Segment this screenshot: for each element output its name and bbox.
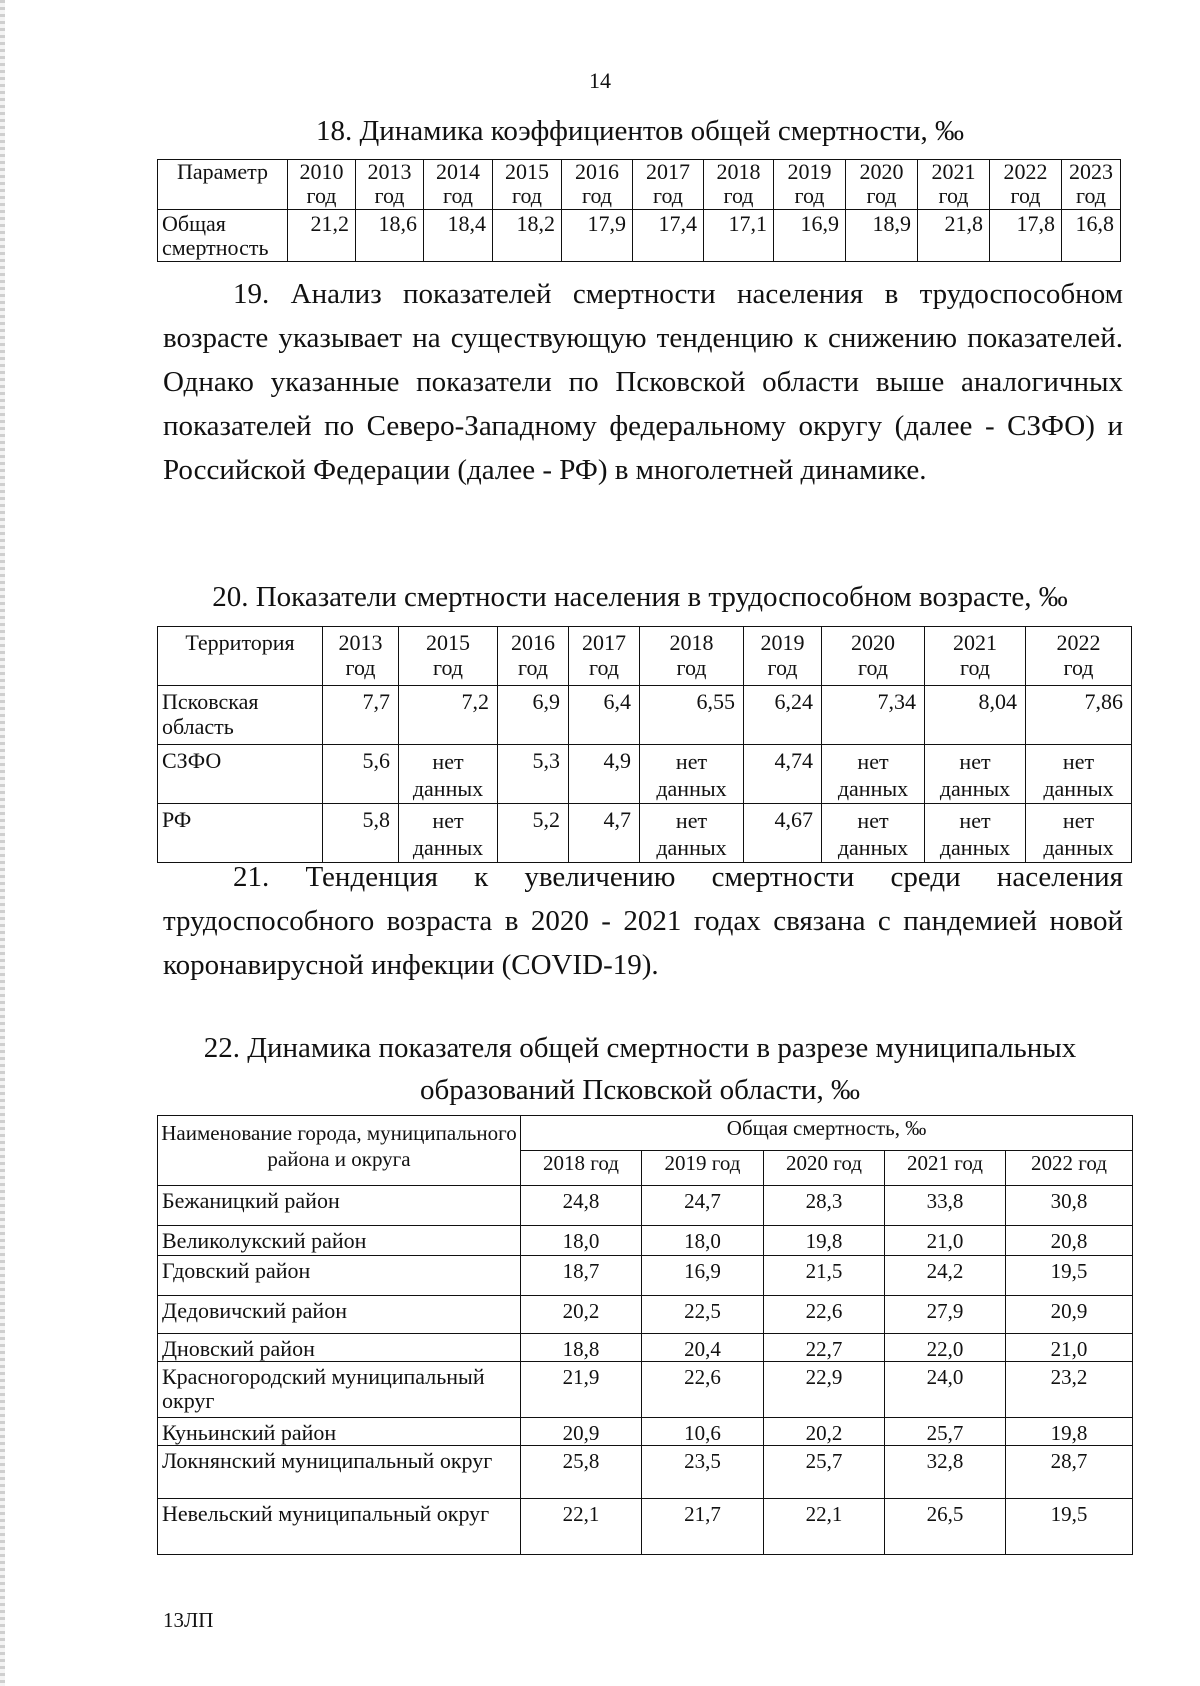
table20-cell: нет данных: [925, 804, 1026, 863]
table22-row-label: Дедовичский район: [158, 1296, 521, 1334]
table20-year-header: [399, 627, 498, 686]
table22-cell: 10,6: [642, 1418, 764, 1446]
table22-row: [158, 1499, 1133, 1555]
table22-cell: 24,8: [521, 1186, 642, 1226]
table18-year-unit: год: [723, 183, 754, 208]
table20-year: 2019: [760, 630, 805, 655]
table20-cell: 4,7: [569, 804, 640, 863]
table20-year-header: [640, 627, 744, 686]
paragraph-21: [163, 855, 1123, 987]
table22-cell: 22,1: [764, 1499, 885, 1555]
table18-header-row: [158, 160, 1121, 210]
table20-cell: нет данных: [640, 804, 744, 863]
table22-cell: 22,1: [521, 1499, 642, 1555]
table22-year-header: 2022 год: [1006, 1151, 1133, 1186]
table18-year-unit: год: [442, 183, 474, 208]
table20-cell: нет данных: [399, 745, 498, 804]
table22-year-header: 2019 год: [642, 1151, 764, 1186]
table20-cell: 8,04: [925, 686, 1026, 745]
table22-cell: 21,5: [764, 1256, 885, 1296]
table20-cell: 5,8: [323, 804, 399, 863]
table22-row-label: Гдовский район: [158, 1256, 521, 1296]
table22-row-label: Великолукский район: [158, 1226, 521, 1256]
table22-header-row-1: [158, 1116, 1133, 1151]
table18-year: 2017: [646, 159, 690, 184]
table20-cell: 4,74: [744, 745, 822, 804]
table22-cell: 22,6: [764, 1296, 885, 1334]
table22-cell: 18,0: [642, 1226, 764, 1256]
table22-cell: 20,9: [521, 1418, 642, 1446]
table22-cell: 19,8: [764, 1226, 885, 1256]
table20-cell: 7,34: [822, 686, 925, 745]
table20-cell: 6,9: [498, 686, 569, 745]
table18-caption: 18. Динамика коэффициентов общей смертности, ‰: [315, 115, 965, 147]
table22-name-header: Наименование города, муниципального района и округа: [158, 1116, 521, 1186]
table22-row: [158, 1226, 1133, 1256]
paragraph-19-text: Анализ показателей смертности населения в трудоспособном возрасте указывает на существующую тенденцию к снижению показателей. Однако указанные показатели по Псковской области выше аналогичных показателей по Северо-Западному федеральному округу (далее - СЗФО) и Российской Федерации (далее - РФ) в многолетней динамике.: [163, 278, 1123, 486]
table18-year-unit: год: [794, 183, 825, 208]
table22-cell: 28,3: [764, 1186, 885, 1226]
table18-year: 2015: [505, 159, 549, 184]
table18-cell: 17,1: [704, 210, 774, 262]
table20-year-unit: год: [345, 655, 376, 680]
table22-cell: 24,0: [885, 1362, 1006, 1418]
table20-year-header: [744, 627, 822, 686]
table22-cell: 26,5: [885, 1499, 1006, 1555]
table20-year-unit: год: [588, 655, 620, 680]
table20-row-label: Псковская область: [158, 686, 323, 745]
table18-year-header: [633, 160, 704, 210]
table22-row: [158, 1418, 1133, 1446]
table22-cell: 18,8: [521, 1334, 642, 1362]
table22-row: [158, 1186, 1133, 1226]
table22-caption-line1: 22. Динамика показателя общей смертности в разрезе муниципальных: [203, 1032, 1077, 1064]
table18-year-header: [1062, 160, 1121, 210]
table20-year-header: [822, 627, 925, 686]
table18-cell: 18,2: [493, 210, 562, 262]
table18-year-header: [424, 160, 493, 210]
table22-cell: 18,0: [521, 1226, 642, 1256]
table20-cell: нет данных: [822, 804, 925, 863]
table20-cell: нет данных: [925, 745, 1026, 804]
table20-cell: нет данных: [640, 745, 744, 804]
table18-year: 2013: [367, 159, 412, 184]
table18-year-header: [990, 160, 1062, 210]
table18-year-header: [918, 160, 990, 210]
table22-cell: 23,2: [1006, 1362, 1133, 1418]
table20-cell: 6,4: [569, 686, 640, 745]
table20-row-label: СЗФО: [158, 745, 323, 804]
table18-cell: 18,6: [356, 210, 424, 262]
table20-year-unit: год: [432, 655, 464, 680]
table20-cell: 7,7: [323, 686, 399, 745]
table20-cell: 7,2: [399, 686, 498, 745]
table22-cell: 24,2: [885, 1256, 1006, 1296]
table22-cell: 25,8: [521, 1446, 642, 1499]
table22-cell: 20,2: [521, 1296, 642, 1334]
table20-year-header: [925, 627, 1026, 686]
table22-cell: 19,5: [1006, 1499, 1133, 1555]
table20-cell: 6,24: [744, 686, 822, 745]
table18-cell: 16,8: [1062, 210, 1121, 262]
table18-year: 2010: [299, 159, 344, 184]
table18-row-label: Общая смертность: [158, 210, 288, 262]
table20-year-unit: год: [857, 655, 889, 680]
table18-cell: 18,9: [846, 210, 918, 262]
table18-year: 2020: [859, 159, 904, 184]
table20-year-unit: год: [1063, 655, 1094, 680]
table20-row: [158, 804, 1132, 863]
table22-cell: 33,8: [885, 1186, 1006, 1226]
table20-row: [158, 686, 1132, 745]
table22-cell: 32,8: [885, 1446, 1006, 1499]
table22-cell: 21,0: [1006, 1334, 1133, 1362]
table20-cell: нет данных: [399, 804, 498, 863]
table18-year-header: [562, 160, 633, 210]
table22-cell: 25,7: [764, 1446, 885, 1499]
table20-header-row: [158, 627, 1132, 686]
table18-year-header: [846, 160, 918, 210]
table20-cell: 4,9: [569, 745, 640, 804]
table18-year-unit: год: [938, 183, 969, 208]
table22-cell: 20,9: [1006, 1296, 1133, 1334]
table18-year: 2014: [436, 159, 480, 184]
table22-cell: 19,8: [1006, 1418, 1133, 1446]
table18-year-unit: год: [581, 183, 613, 208]
table22-row: [158, 1362, 1133, 1418]
table20-cell: нет данных: [1026, 804, 1132, 863]
table20: [157, 626, 1132, 863]
paragraph-21-number: 21.: [233, 861, 270, 893]
table22-row-label: Бежаницкий район: [158, 1186, 521, 1226]
table18-year-unit: год: [1010, 183, 1041, 208]
table22-cell: 30,8: [1006, 1186, 1133, 1226]
table22-cell: 21,9: [521, 1362, 642, 1418]
table18-year-unit: год: [866, 183, 897, 208]
table22-row-label: Куньинский район: [158, 1418, 521, 1446]
paragraph-19: [163, 272, 1123, 492]
table18-year-unit: год: [374, 183, 405, 208]
table20-year-header: [569, 627, 640, 686]
table22-cell: 20,4: [642, 1334, 764, 1362]
table18-row: [158, 210, 1121, 262]
table18-header-label: Параметр: [158, 160, 288, 210]
table22-cell: 27,9: [885, 1296, 1006, 1334]
table20-row: [158, 745, 1132, 804]
table18-year-header: [704, 160, 774, 210]
table22-year-header: 2020 год: [764, 1151, 885, 1186]
paragraph-21-text: Тенденция к увеличению смертности среди населения трудоспособного возраста в 2020 - 2021 годах связана с пандемией новой коронавирусной инфекции (COVID-19).: [163, 861, 1124, 981]
table20-year: 2018: [669, 630, 714, 655]
table20-cell: 5,2: [498, 804, 569, 863]
table22-cell: 22,6: [642, 1362, 764, 1418]
table18-year: 2022: [1003, 159, 1048, 184]
table22-cell: 22,7: [764, 1334, 885, 1362]
table22-cell: 28,7: [1006, 1446, 1133, 1499]
table22-cell: 24,7: [642, 1186, 764, 1226]
table20-year-unit: год: [959, 655, 991, 680]
table22-row-label: Локнянский муниципальный округ: [158, 1446, 521, 1499]
table22-cell: 20,2: [764, 1418, 885, 1446]
table20-caption: 20. Показатели смертности населения в трудоспособном возрасте, ‰: [212, 581, 1068, 613]
table18-cell: 21,8: [918, 210, 990, 262]
table20-year-unit: год: [517, 655, 549, 680]
table18-year: 2019: [787, 159, 832, 184]
table22-cell: 22,0: [885, 1334, 1006, 1362]
table18-cell: 16,9: [774, 210, 846, 262]
table20-cell: 5,6: [323, 745, 399, 804]
table18-year-unit: год: [652, 183, 684, 208]
footer-code: 13ЛП: [163, 1608, 214, 1632]
table22-row-label: Невельский муниципальный округ: [158, 1499, 521, 1555]
table20-year: 2022: [1056, 630, 1101, 655]
table20-row-label: РФ: [158, 804, 323, 863]
table18-year-header: [356, 160, 424, 210]
page-number: 14: [589, 68, 611, 93]
table20-year-header: [498, 627, 569, 686]
table22-cell: 22,9: [764, 1362, 885, 1418]
table18-cell: 17,9: [562, 210, 633, 262]
table20-year-unit: год: [767, 655, 798, 680]
table22-row: [158, 1296, 1133, 1334]
table20-cell: 5,3: [498, 745, 569, 804]
table22-group-header: Общая смертность, ‰: [521, 1116, 1133, 1151]
table18-year: 2021: [931, 159, 976, 184]
table18-year-header: [774, 160, 846, 210]
table22-cell: 21,0: [885, 1226, 1006, 1256]
table22-cell: 18,7: [521, 1256, 642, 1296]
table20-year: 2016: [511, 630, 555, 655]
table20-year-unit: год: [676, 655, 707, 680]
table18-year: 2018: [716, 159, 761, 184]
table20-cell: 4,67: [744, 804, 822, 863]
paragraph-19-number: 19.: [233, 278, 270, 310]
table20-year: 2021: [953, 630, 997, 655]
table22-cell: 21,7: [642, 1499, 764, 1555]
table20-cell: нет данных: [1026, 745, 1132, 804]
table22-row: [158, 1446, 1133, 1499]
table18-cell: 17,8: [990, 210, 1062, 262]
table18-cell: 21,2: [288, 210, 356, 262]
table20-header-label: Территория: [158, 627, 323, 686]
table22-year-header: 2018 год: [521, 1151, 642, 1186]
table22: [157, 1115, 1133, 1555]
table20-year-header: [323, 627, 399, 686]
table18-year-unit: год: [1075, 183, 1107, 208]
table20-year: 2013: [338, 630, 383, 655]
table18-year: 2016: [575, 159, 619, 184]
table22-cell: 19,5: [1006, 1256, 1133, 1296]
table20-year: 2017: [582, 630, 626, 655]
table20-cell: 7,86: [1026, 686, 1132, 745]
table18-year-header: [288, 160, 356, 210]
table20-year-header: [1026, 627, 1132, 686]
table22-caption-line2: образований Псковской области, ‰: [419, 1074, 861, 1106]
table22-row: [158, 1256, 1133, 1296]
table18-year-unit: год: [306, 183, 337, 208]
table20-cell: нет данных: [822, 745, 925, 804]
table22-row: [158, 1334, 1133, 1362]
table22-cell: 20,8: [1006, 1226, 1133, 1256]
table20-year: 2015: [426, 630, 470, 655]
table18-cell: 18,4: [424, 210, 493, 262]
table22-cell: 16,9: [642, 1256, 764, 1296]
table18-cell: 17,4: [633, 210, 704, 262]
table18-year-unit: год: [511, 183, 543, 208]
table22-cell: 25,7: [885, 1418, 1006, 1446]
table22-cell: 22,5: [642, 1296, 764, 1334]
table20-cell: 6,55: [640, 686, 744, 745]
table18-year: 2023: [1069, 159, 1113, 184]
table22-year-header: 2021 год: [885, 1151, 1006, 1186]
table22-row-label: Красногородский муниципальный округ: [158, 1362, 521, 1418]
table22-cell: 23,5: [642, 1446, 764, 1499]
table18: [157, 159, 1121, 262]
table18-year-header: [493, 160, 562, 210]
table22-row-label: Дновский район: [158, 1334, 521, 1362]
table20-year: 2020: [851, 630, 895, 655]
